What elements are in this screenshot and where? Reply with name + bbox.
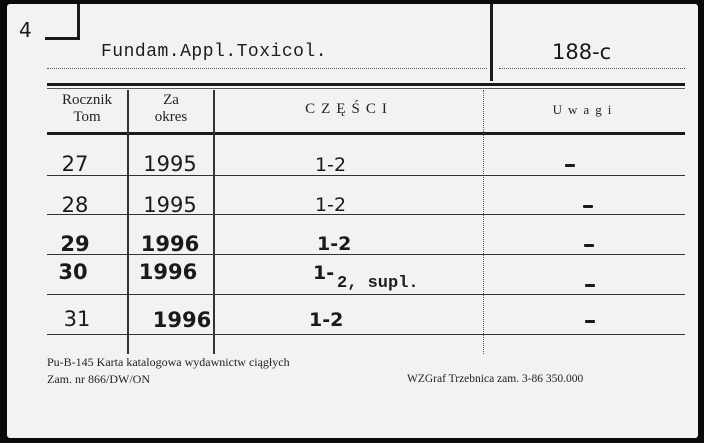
footer-printer: WZGraf Trzebnica zam. 3-86 350.000: [407, 373, 584, 385]
row5-volume: 31: [63, 307, 91, 331]
row1-remark-dash: [565, 164, 575, 167]
top-left-stub: [45, 37, 79, 40]
col-line-1: [127, 90, 129, 354]
row1-volume: 27: [61, 152, 89, 176]
header-remarks: Uwagi: [552, 102, 618, 117]
row3-parts: 1-2: [317, 233, 352, 255]
title-dotted-line: [47, 68, 487, 69]
row2-volume: 28: [61, 193, 89, 217]
row2-remark-dash: [583, 205, 593, 208]
header-period-line2: okres: [154, 109, 188, 125]
title-divider: [490, 4, 493, 81]
col-line-3: [483, 90, 484, 354]
row4-volume: 30: [58, 260, 88, 284]
footer-order: Zam. nr 866/DW/ON: [47, 372, 150, 386]
card-number: 4: [19, 18, 32, 42]
call-number: 188-c: [552, 40, 612, 64]
header-period-line1: Za: [163, 92, 179, 108]
callno-dotted-line: [499, 68, 685, 69]
top-left-tick: [77, 4, 80, 40]
row3-volume: 29: [60, 232, 90, 256]
header-volume: [47, 92, 127, 126]
row1-parts: 1-2: [315, 154, 347, 176]
header-bottom-rule: [47, 132, 685, 135]
row3-year: 1996: [140, 232, 200, 256]
row4-year: 1996: [138, 260, 198, 284]
row2-year: 1995: [143, 193, 197, 217]
row-line-4: [47, 294, 685, 295]
header-top-rule-2: [47, 88, 685, 89]
row5-year: 1996: [152, 308, 212, 332]
row2-parts: 1-2: [315, 194, 347, 216]
row5-parts: 1-2: [309, 309, 344, 331]
journal-title: Fundam.Appl.Toxicol.: [101, 42, 328, 62]
header-volume-line2: Tom: [73, 109, 101, 125]
row4-parts-handwritten: 1-: [313, 262, 335, 284]
header-top-rule: [47, 83, 685, 86]
row5-remark-dash: [585, 320, 595, 323]
header-period: [129, 92, 213, 126]
row-line-5: [47, 334, 685, 335]
footer-form: Pu-B-145 Karta katalogowa wydawnictw ciągłych: [47, 355, 290, 369]
row4-remark-dash: [585, 284, 595, 287]
header-volume-line1: Rocznik: [62, 92, 112, 108]
row3-remark-dash: [584, 244, 594, 247]
row1-year: 1995: [143, 152, 197, 176]
catalog-card: [7, 4, 698, 438]
header-parts: CZĘŚCI: [305, 101, 393, 117]
row4-parts-typed: 2, supl.: [337, 274, 419, 293]
